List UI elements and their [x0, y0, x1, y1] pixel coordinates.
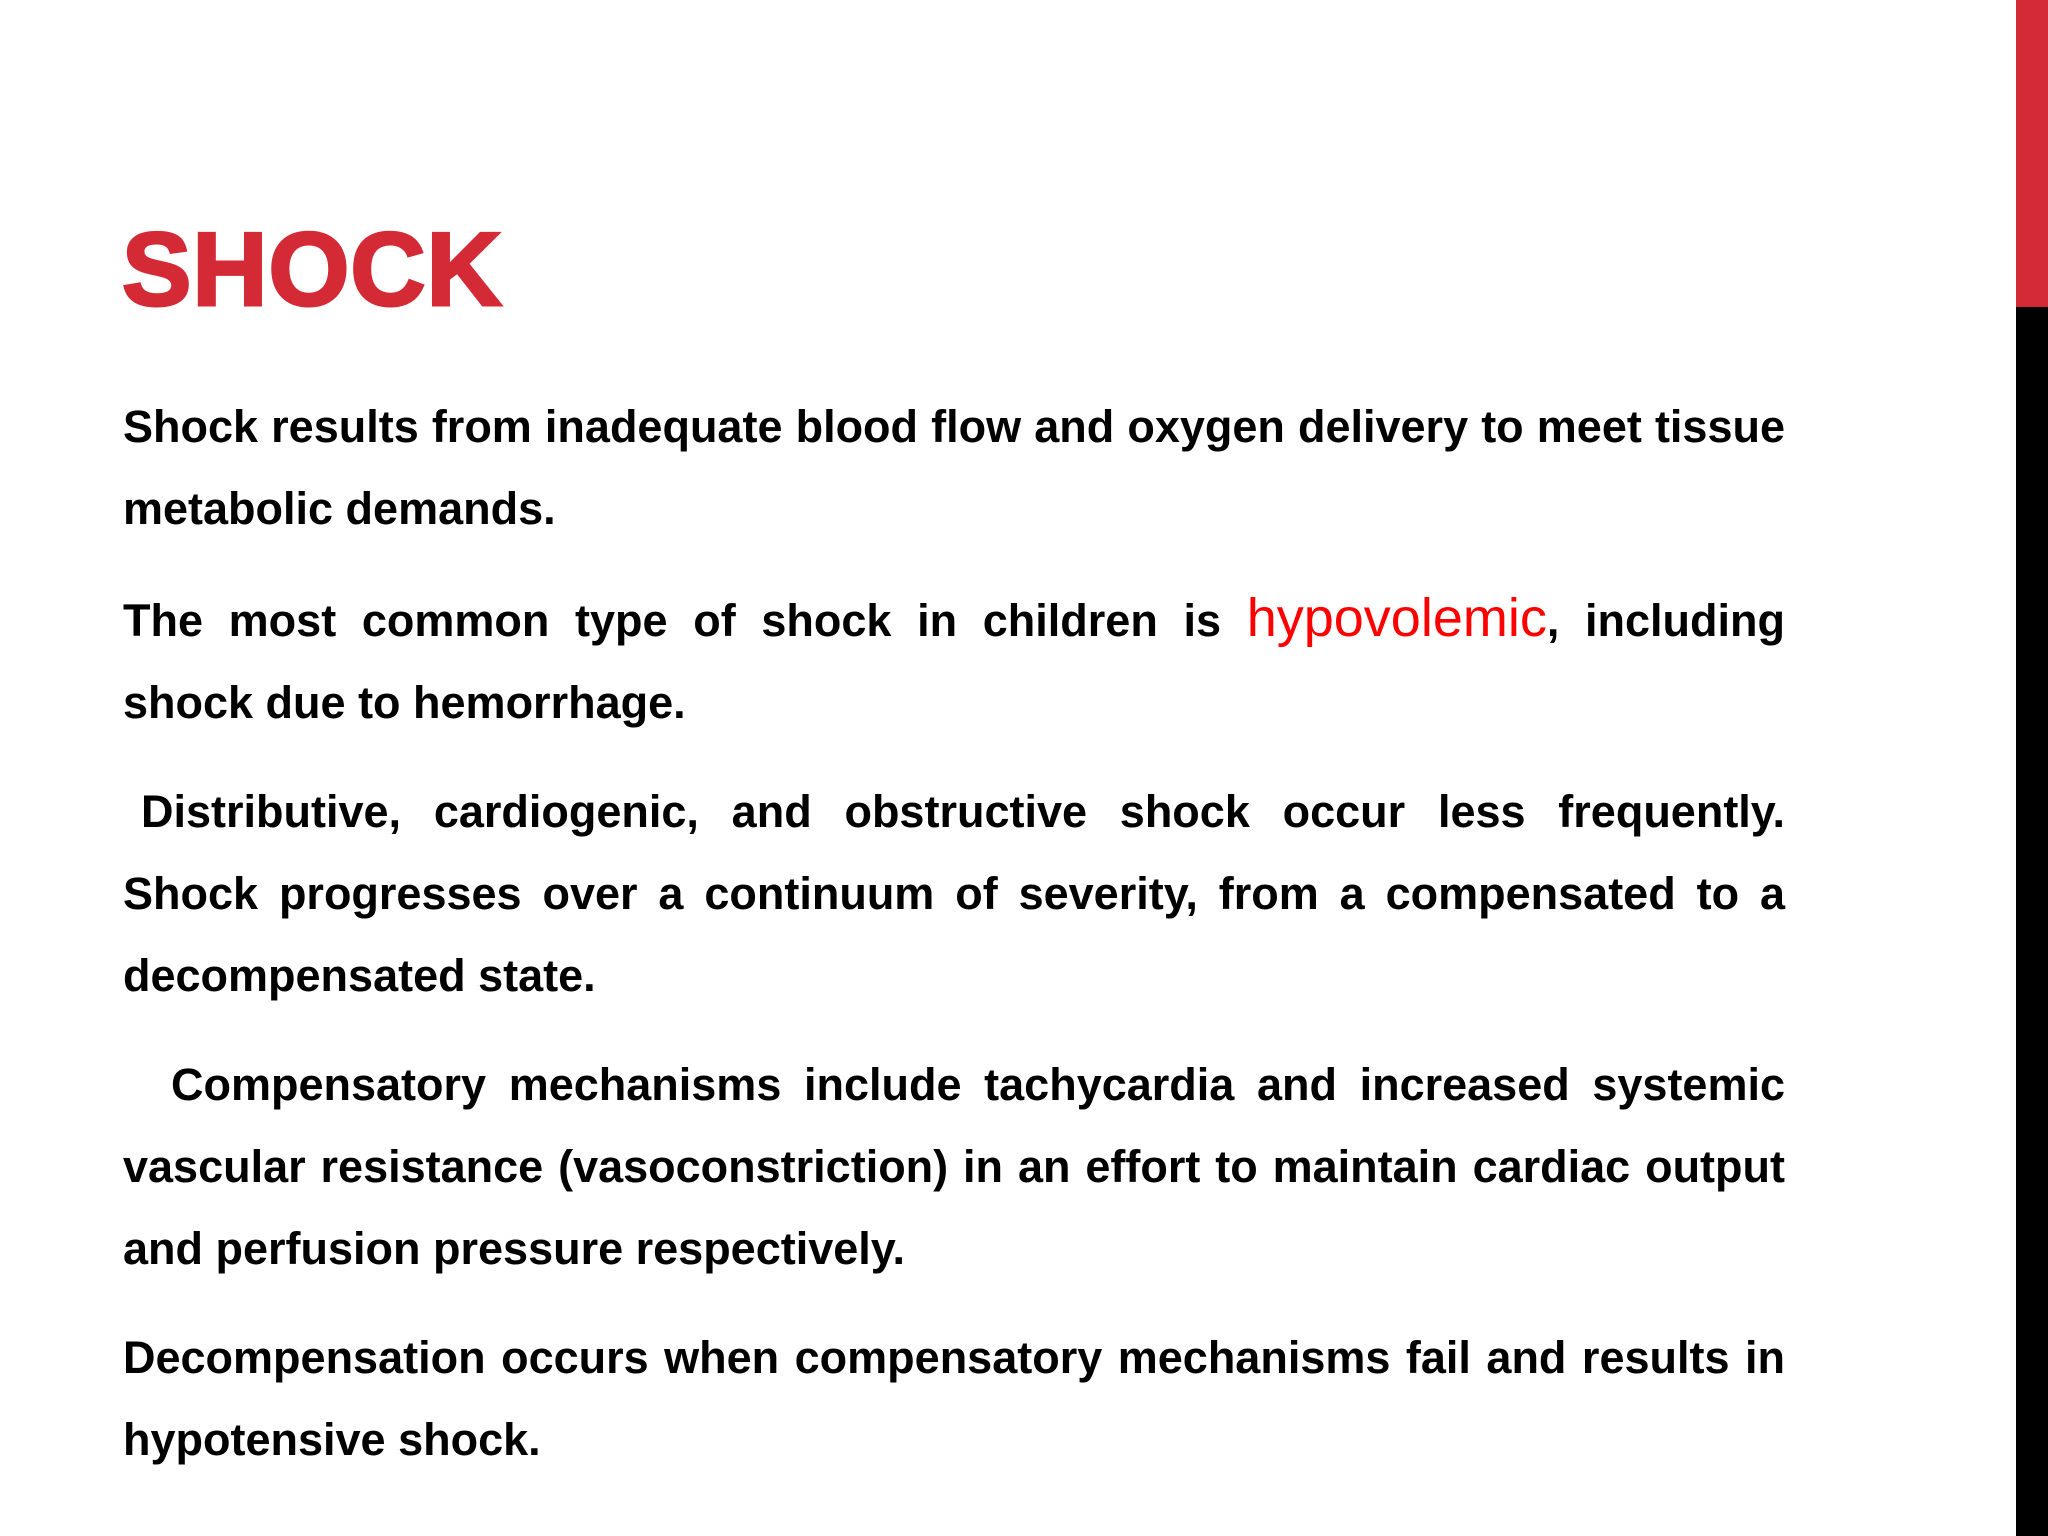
- paragraph-common-type-lead: The most common type of shock in children is: [123, 595, 1247, 646]
- paragraph-common-type: [123, 577, 1785, 744]
- paragraph-common-type-tail: , including shock due to hemorrhage.: [123, 595, 1785, 728]
- accent-bar-black: [2016, 307, 2048, 1536]
- highlight-hypovolemic: hypovolemic: [1246, 588, 1547, 648]
- paragraph-compensatory: Compensatory mechanisms include tachycardia and increased systemic vascular resistance (vasoconstriction) in an effort to maintain cardiac output and perfusion pressure respectively.: [123, 1059, 1785, 1274]
- paragraph-other-types: Distributive, cardiogenic, and obstructive shock occur less frequently. Shock progresses over a continuum of severity, from a compensated to a decompensated state.: [123, 786, 1785, 1001]
- paragraph-decompensation: Decompensation occurs when compensatory mechanisms fail and results in hypotensive shock.: [123, 1332, 1785, 1465]
- slide-title: SHOCK: [122, 212, 503, 328]
- accent-bar-red: [2016, 0, 2048, 307]
- paragraph-definition: Shock results from inadequate blood flow and oxygen delivery to meet tissue metabolic demands.: [123, 401, 1785, 534]
- slide-body: [123, 386, 1785, 1508]
